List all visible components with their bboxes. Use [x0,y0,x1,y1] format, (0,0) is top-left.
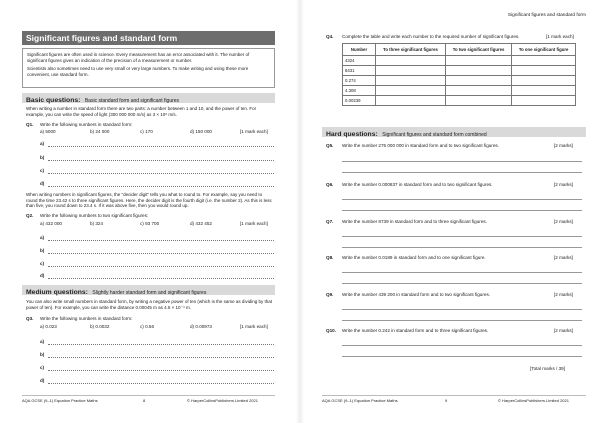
section-heading: Basic questions: [26,97,81,104]
answer-cell[interactable] [512,76,576,86]
q3-options [40,324,275,330]
question-q9: Q9. Write the number 439 200 in standard form and to two significant figures. [326,292,491,297]
option: d) 150 000 [190,129,212,134]
answer-line[interactable] [342,210,582,211]
table-cell: 0.00239 [343,96,376,106]
answer-cell[interactable] [376,86,446,96]
table-row [343,56,576,66]
footer-copyright: © HarperCollinsPublishers Limited 2021 [187,398,258,403]
answer-line[interactable]: d) [40,378,274,384]
answer-line[interactable] [342,199,582,200]
marks: [1 mark each] [240,324,268,329]
table-cell: 0.274 [343,76,376,86]
question-q2 [26,213,148,219]
question-q6: Q6. Write the number 0.000837 in standard form and to two significant figures. [326,182,493,187]
page-number: 8 [143,398,146,403]
footer-rule [322,395,586,396]
answer-cell[interactable] [376,76,446,86]
answer-cell[interactable] [512,86,576,96]
answer-cell[interactable] [445,76,511,86]
sig-fig-table [342,43,576,106]
question-text: Complete the table and write each number to the required number of significant figures. [342,34,520,39]
table-cell: 8431 [343,66,376,76]
medium-paragraph: You can also write small numbers in standard form, by writing a negative power of ten (which is the same as dividing by that power of ten). For example, you can write the distance 0.00045 m as 4.5 × 10⁻⁴ m. [26,299,272,310]
answer-line[interactable]: b) [40,352,274,358]
answer-line[interactable]: b) [40,248,274,254]
answer-line[interactable]: c) [40,365,274,371]
question-number: Q4. [326,34,334,39]
marks: [2 marks] [554,219,573,224]
question-text: Write the following numbers in standard form: [40,122,133,127]
question-q8: Q8. Write the number 0.0189 in standard form and to one significant figure. [326,255,486,260]
question-q7: Q7. Write the number 8739 in standard form and to three significant figures. [326,219,487,224]
answer-cell[interactable] [512,96,576,106]
answer-cell[interactable] [445,96,511,106]
option: c) 93 700 [140,221,160,226]
footer-rule [22,395,275,396]
column-header: To three significant figures [376,44,446,56]
table-row [343,96,576,106]
answer-cell[interactable] [512,56,576,66]
answer-line[interactable] [342,247,582,248]
answer-line[interactable]: c) [40,261,274,267]
question-number: Q2. [26,213,34,218]
page-number: 9 [445,398,448,403]
answer-line[interactable] [342,236,582,237]
option: c) 0.56 [140,324,155,329]
footer-copyright: © HarperCollinsPublishers Limited 2021 [498,398,569,403]
question-text: Write the following numbers in standard form: [40,316,133,321]
table-row [343,76,576,86]
answer-line[interactable]: b) [40,155,274,161]
answer-line[interactable] [342,161,582,162]
question-number: Q1. [26,122,34,127]
intro-paragraph: Scientists also sometimes need to use very small or very large numbers. To make writing and using these more convenient, use standard form. [27,66,249,77]
section-subheading: Basic standard form and significant figures [84,98,180,104]
option: c) 170 [140,129,153,134]
footer-book-title: AQA GCSE (9–1) Equation Practice Maths [322,398,398,403]
answer-line[interactable] [342,309,582,310]
question-q5: Q5. Write the number 275 000 000 in standard form and to two significant figures. [326,143,499,148]
answer-cell[interactable] [376,96,446,106]
option: a) 0.023 [40,324,57,329]
section-subheading: Significant figures and standard form combined [382,132,487,138]
answer-line[interactable]: a) [40,339,274,345]
option: d) 0.00973 [190,324,212,329]
section-heading: Medium questions: [26,289,88,296]
question-q10: Q10. Write the number 0.242 in standard form and to three significant figures. [326,328,489,333]
answer-cell[interactable] [445,66,511,76]
table-row [343,86,576,96]
left-page [0,0,292,423]
option: b) 0.0032 [90,324,110,329]
answer-cell[interactable] [376,66,446,76]
total-marks: [Total marks / 39] [530,366,565,371]
question-q3 [26,316,132,322]
q1-options [40,129,275,135]
column-header: To two significant figures [445,44,511,56]
column-header: Number [343,44,376,56]
question-number: Q3. [26,316,34,321]
right-page [308,0,600,423]
answer-line[interactable]: c) [40,168,274,174]
basic-paragraph: When writing a number in standard form there are two parts: a number between 1 and 10, and the power of ten. For example, you can write the speed of light (300 000 000 m/s) as 3 × 10⁸ m/s. [26,106,257,117]
decider-paragraph: When writing numbers in significant figures, the "decider digit" tells you what to round to. For example, say you need to round the time 23.42 s to three significant figures. Here, the decider digit is the fourth digit (i.e. the number 2). As this is less than five, you round down to 23.4 s. If it was above five, then you would round up. [26,192,272,209]
answer-line[interactable] [342,356,582,357]
answer-line[interactable]: a) [40,141,274,147]
question-q1 [26,122,132,128]
basic-questions-heading [22,93,275,103]
answer-line[interactable]: d) [40,181,274,187]
answer-line[interactable] [342,345,582,346]
answer-line[interactable]: a) [40,235,274,241]
answer-cell[interactable] [445,86,511,96]
option: b) 324 [90,221,104,226]
option: b) 24 000 [90,129,110,134]
marks: [2 marks] [554,182,573,187]
gutter [296,0,304,423]
intro-box [22,48,275,88]
intro-paragraph: Significant figures are often used in science. Every measurement has an error associated with it. The number of significant figures gives an indication of the precision of a measurement or number. [27,52,250,63]
table-cell: 4.308 [343,86,376,96]
option: a) 432 000 [40,221,62,226]
answer-cell[interactable] [376,56,446,66]
marks: [2 marks] [554,255,573,260]
option: d) 432 452 [190,221,212,226]
answer-cell[interactable] [445,56,511,66]
answer-line[interactable] [342,283,582,284]
marks: [1 mark each] [240,129,268,134]
footer-book-title: AQA GCSE (9–1) Equation Practice Maths [22,398,98,403]
hard-questions-heading [322,127,586,137]
marks: [2 marks] [554,292,573,297]
marks: [1 mark each] [240,221,268,226]
q2-options [40,221,275,227]
table-cell: 4324 [343,56,376,66]
answer-cell[interactable] [512,66,576,76]
table-header-row [343,44,576,56]
page-title: Significant figures and standard form [22,31,275,45]
question-q4 [326,34,519,40]
option: a) 5000 [40,129,56,134]
running-head: Significant figures and standard form [507,13,586,18]
answer-line[interactable] [342,172,582,173]
answer-line[interactable] [342,272,582,273]
answer-line[interactable] [342,320,582,321]
marks: [2 marks] [554,328,573,333]
section-subheading: Slightly harder standard form and significant figures [92,290,207,296]
marks: [2 marks] [554,143,573,148]
table-row [343,66,576,76]
section-heading: Hard questions: [326,131,378,138]
question-text: Write the following numbers to two significant figures: [40,213,149,218]
marks: [1 mark each] [546,34,574,39]
column-header: To one significant figure [512,44,576,56]
answer-line[interactable]: d) [40,273,274,279]
medium-questions-heading [22,285,275,295]
